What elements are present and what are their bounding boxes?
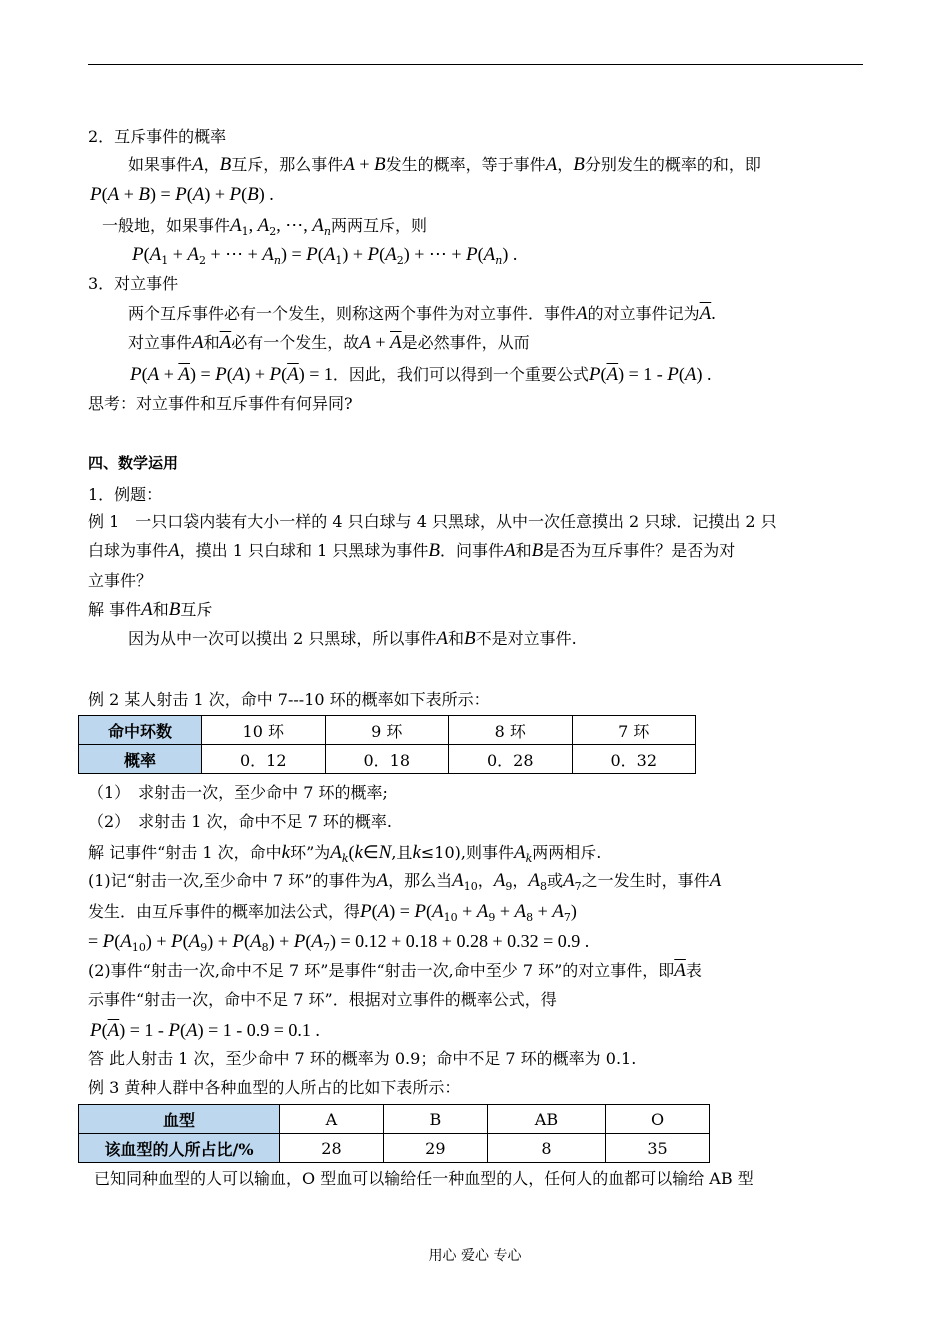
example-1-solution: 解 事件A和B互斥 — [88, 599, 213, 620]
table-cell: 9 环 — [325, 716, 449, 745]
table-cell: A — [280, 1105, 384, 1134]
formula-line: P(A + B) = P(A) + P(B) . — [90, 184, 274, 205]
table-row — [79, 745, 696, 774]
text-line: 一般地，如果事件$A_1$, $A_2$, ⋯, $A_n$两两互斥，则 — [102, 215, 427, 239]
example-3-title: 例 3 黄种人群中各种血型的人所占的比如下表所示： — [88, 1078, 461, 1097]
example-1-line-3: 立事件？ — [88, 571, 153, 590]
think-question: 思考：对立事件和互斥事件有何异同? — [88, 394, 353, 413]
table-header-cell: 血型 — [79, 1105, 280, 1134]
example-2-part-2: (2)事件“射击一次,命中不足 7 环”是事件“射击一次,命中至少 7 环”的对立事件，即$\overline{A}$表 — [88, 960, 702, 981]
blood-type-table — [78, 1104, 710, 1163]
example-3-text: 已知同种血型的人可以输血，O 型血可以输给任一种血型的人，任何人的血都可以输给 AB 型 — [94, 1169, 754, 1188]
header-rule — [88, 64, 863, 65]
text-line: 对立事件A和$\overline{A}$必有一个发生，故$A + \overline{A}$是必然事件，从而 — [128, 332, 530, 353]
table-header-cell: 概率 — [79, 745, 202, 774]
example-2-solution: 解 记事件“射击 1 次，命中k环”为$A_k(k\in N$,且k≤10),则事件$A_k$两两相斥. — [88, 842, 602, 866]
table-cell: 7 环 — [572, 716, 696, 745]
table-cell: 35 — [606, 1134, 710, 1163]
table-row — [79, 1105, 710, 1134]
table-cell: 28 — [280, 1134, 384, 1163]
example-1-solution-2: 因为从中一次可以摸出 2 只黑球，所以事件A和B不是对立事件. — [128, 628, 577, 649]
section-4-title: 四、数学运用 — [88, 454, 179, 472]
table-header-cell: 该血型的人所占比/% — [79, 1134, 280, 1163]
example-2-answer: 答 此人射击 1 次，至少命中 7 环的概率为 0.9；命中不足 7 环的概率为 0.1. — [88, 1049, 637, 1068]
formula-line: = $P(A_{10}) + P(A_9) + P(A_8) + P(A_7) = 0.12 + 0.18 + 0.28 + 0.32 = 0.9$ . — [88, 931, 590, 955]
table-cell: 0．18 — [325, 745, 449, 774]
table-cell: O — [606, 1105, 710, 1134]
example-1-line-2: 白球为事件A，摸出 1 只白球和 1 只黑球为事件B．问事件A和B是否为互斥事件？是否为对 — [88, 540, 736, 561]
ring-probability-table — [78, 715, 696, 774]
text-line: 两个互斥事件必有一个发生，则称这两个事件为对立事件．事件A的对立事件记为$\overline{A}$. — [128, 303, 716, 324]
section-3-title: 3．对立事件 — [88, 274, 179, 293]
section-2-title: 2．互斥事件的概率 — [88, 127, 227, 146]
formula-line: $P(\overline{A}) = 1 - P(A) = 1 - 0.9 = 0.1$ . — [90, 1020, 320, 1041]
example-2-title: 例 2 某人射击 1 次，命中 7---10 环的概率如下表所示： — [88, 690, 490, 709]
table-cell: 8 — [487, 1134, 605, 1163]
example-2-part-1b: 发生．由互斥事件的概率加法公式，得$P(A) = P(A_{10} + A_9 + A_8 + A_7)$ — [88, 901, 577, 925]
table-row — [79, 716, 696, 745]
table-cell: 0．12 — [202, 745, 326, 774]
table-cell: 0．32 — [572, 745, 696, 774]
page-footer: 用心 爱心 专心 — [428, 1248, 522, 1264]
text-line: 如果事件A，B互斥，那么事件A + B发生的概率，等于事件A，B分别发生的概率的和，即 — [128, 154, 761, 175]
table-cell: 8 环 — [449, 716, 573, 745]
table-cell: 10 环 — [202, 716, 326, 745]
table-row — [79, 1134, 710, 1163]
table-cell: B — [383, 1105, 487, 1134]
formula-line: $P(A_1 + A_2$ + ⋯ + $A_n) = P(A_1) + P(A_2)$ + ⋯ + $P(A_n)$ . — [132, 244, 518, 268]
example-label: 1．例题： — [88, 485, 163, 504]
table-cell: 29 — [383, 1134, 487, 1163]
table-header-cell: 命中环数 — [79, 716, 202, 745]
table-cell: 0．28 — [449, 745, 573, 774]
example-2-part-1: (1)记“射击一次,至少命中 7 环”的事件为A，那么当$A_{10}$，$A_9$，$A_8$或$A_7$之一发生时，事件A — [88, 870, 722, 894]
table-cell: AB — [487, 1105, 605, 1134]
formula-line: $P(A + \overline{A}) = P(A) + P(\overline{A}) = 1$．因此，我们可以得到一个重要公式$P(\overline{A}) = 1 - P(A)$ . — [130, 364, 712, 385]
example-2-part-2b: 示事件“射击一次，命中不足 7 环”．根据对立事件的概率公式，得 — [88, 990, 557, 1009]
question-2: （2） 求射击 1 次，命中不足 7 环的概率. — [88, 812, 392, 831]
example-1-line-1: 例 1 一只口袋内装有大小一样的 4 只白球与 4 只黑球，从中一次任意摸出 2 只球．记摸出 2 只 — [88, 512, 777, 531]
question-1: （1） 求射击一次，至少命中 7 环的概率; — [88, 783, 388, 802]
